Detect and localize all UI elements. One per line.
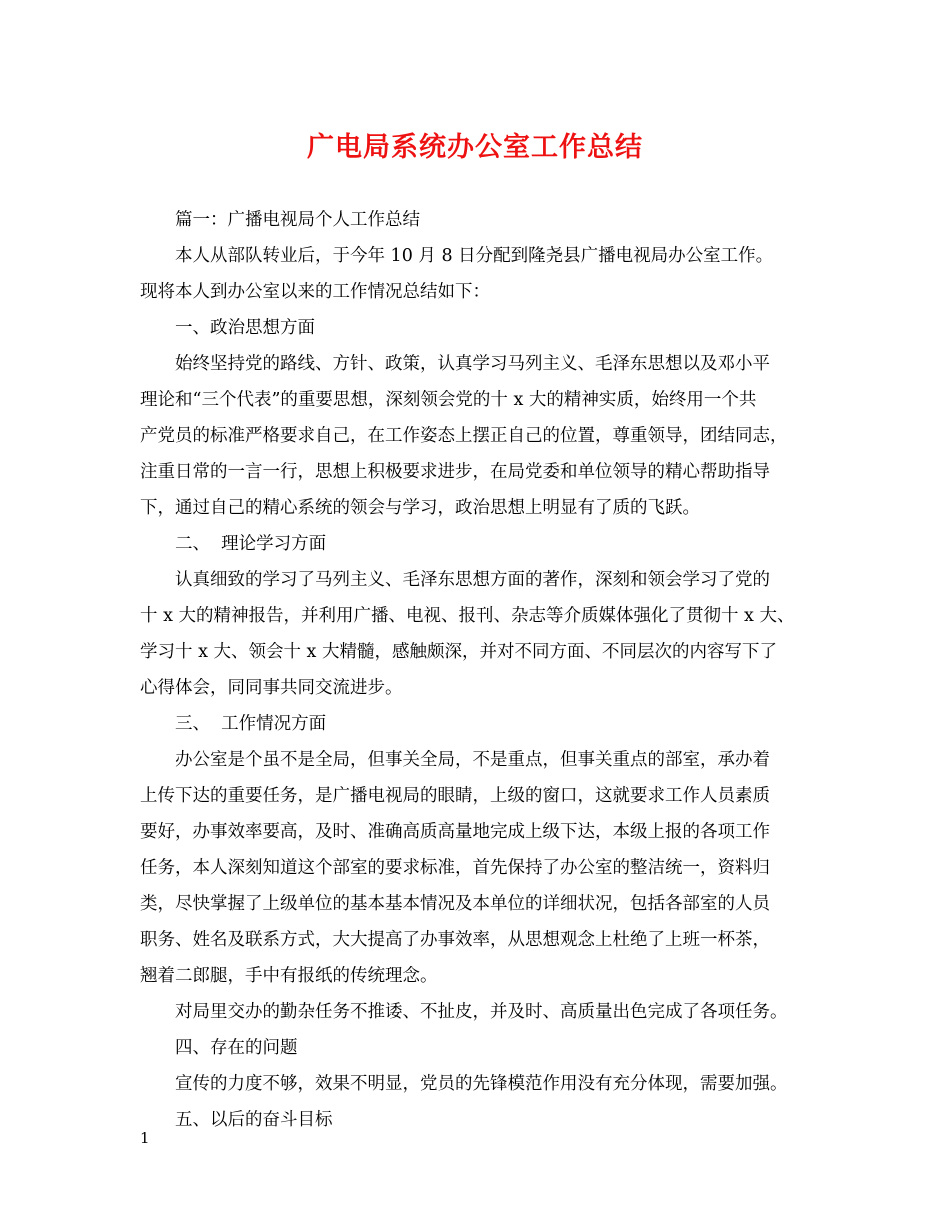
paragraph-line: 职务、姓名及联系方式，大大提高了办事效率，从思想观念上杜绝了上班一杯茶， [140,930,770,950]
paragraph-line: 上传下达的重要任务，是广播电视局的眼睛，上级的窗口，这就要求工作人员素质 [140,786,770,806]
page-number: 1 [140,1129,150,1147]
paragraph-line: 宣传的力度不够，效果不明显，党员的先锋模范作用没有充分体现，需要加强。 [175,1074,788,1094]
paragraph-line: 任务，本人深刻知道这个部室的要求标准，首先保持了办公室的整洁统一，资料归 [140,858,770,878]
paragraph-line: 翘着二郎腿，手中有报纸的传统理念。 [140,966,438,986]
section-heading: 篇一：广播电视局个人工作总结 [175,210,420,230]
document-title: 广电局系统办公室工作总结 [307,132,643,163]
section-heading: 四、存在的问题 [175,1038,298,1058]
section-heading: 二、 理论学习方面 [175,534,327,554]
section-heading: 五、以后的奋斗目标 [175,1110,333,1130]
document-body [140,202,830,1138]
paragraph-line: 注重日常的一言一行，思想上积极要求进步，在局党委和单位领导的精心帮助指导 [140,462,770,482]
paragraph-line: 现将本人到办公室以来的工作情况总结如下： [140,282,490,302]
paragraph-line: 学习十 x 大、领会十 x 大精髓，感触颇深，并对不同方面、不同层次的内容写下了 [140,642,777,662]
section-heading: 三、 工作情况方面 [175,714,327,734]
paragraph-line: 十 x 大的精神报告，并利用广播、电视、报刊、杂志等介质媒体强化了贯彻十 x 大、 [140,606,795,626]
paragraph-line: 始终坚持党的路线、方针、政策，认真学习马列主义、毛泽东思想以及邓小平 [175,354,770,374]
paragraph-line: 办公室是个虽不是全局，但事关全局，不是重点，但事关重点的部室，承办着 [175,750,770,770]
section-heading: 一、政治思想方面 [175,318,315,338]
paragraph-line: 对局里交办的勤杂任务不推诿、不扯皮，并及时、高质量出色完成了各项任务。 [175,1002,788,1022]
paragraph-line: 认真细致的学习了马列主义、毛泽东思想方面的著作，深刻和领会学习了党的 [175,570,770,590]
paragraph-line: 产党员的标准严格要求自己，在工作姿态上摆正自己的位置，尊重领导，团结同志， [140,426,788,446]
paragraph-line: 下，通过自己的精心系统的领会与学习，政治思想上明显有了质的飞跃。 [140,498,700,518]
paragraph-line: 本人从部队转业后，于今年 10 月 8 日分配到隆尧县广播电视局办公室工作。 [175,246,774,266]
paragraph-line: 理论和“三个代表”的重要思想，深刻领会党的十 x 大的精神实质，始终用一个共 [140,390,757,410]
paragraph-line: 要好，办事效率要高，及时、准确高质高量地完成上级下达，本级上报的各项工作 [140,822,770,842]
paragraph-line: 心得体会，同同事共同交流进步。 [140,678,403,698]
paragraph-line: 类，尽快掌握了上级单位的基本基本情况及本单位的详细状况，包括各部室的人员 [140,894,770,914]
